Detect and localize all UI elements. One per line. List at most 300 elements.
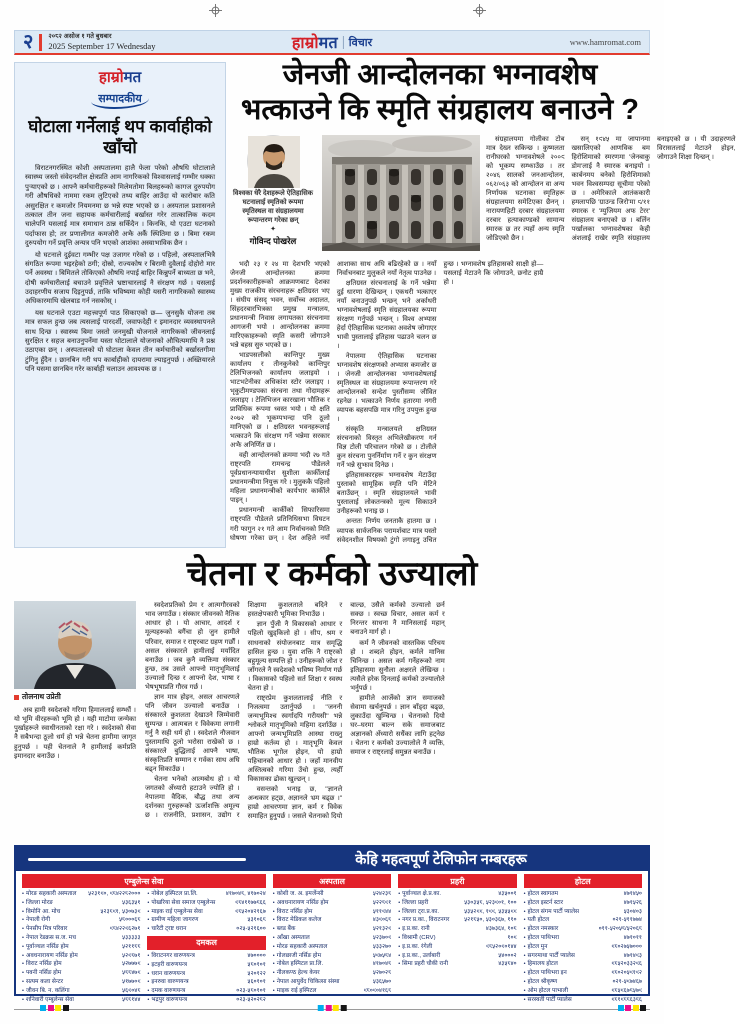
bullet-icon: • (22, 917, 24, 924)
editorial-logo-red: हाम्रो (98, 69, 124, 86)
directory-entry (524, 890, 642, 899)
directory-entry (524, 987, 642, 996)
directory-entry (22, 952, 140, 961)
photo-caption (14, 692, 136, 702)
directory-entry (147, 916, 265, 925)
entry-phone: ५८८१४४ (122, 996, 141, 1003)
bullet-icon: • (523, 970, 526, 977)
bullet-icon: • (523, 996, 526, 1003)
entry-name: नेपाल आयुर्वेद चिकित्सा संस्था (276, 978, 340, 985)
entry-phone: ९८४११७७८६६ (235, 899, 266, 906)
entry-name: दमक वारुणयन्त्र (151, 988, 186, 995)
entry-name: धरान वारुणयन्त्र (151, 970, 185, 977)
lead-headline-line1: जेनजी आन्दोलनका भग्नावशेष (282, 59, 598, 91)
entry-phone: ५२३८९१, ५३०७३९ (100, 908, 141, 915)
ambulance-list-col2 (147, 890, 265, 1002)
body-paragraph: सन् १९४५ मा जापानमा खसालिएको आणविक बम हिरोशिमाको स्मरणमा 'जेनबाकु डोम'लाई नै स्मारक बनाइयो । कार्बनमय बनेको हिरोशिमाको भवन विश्वसम्पदा सूचीमा परेको छ । अमेरिकाले आतंककारी हमलापछि 'ग्राउन्ड जिरो'मा ९/११ स्मारक र 'म्युजियम अफ टेरर' संग्रहालय बनाएको छ । बर्लिन पर्खालका भग्नावशेषका केही अंशलाई राखेर स्मृति संग्रहालय बनाइएको छ । यी उदाहरणले विरासतलाई मेटाउने होइन, जोगाउने शिक्षा दिन्छन् । (571, 135, 736, 242)
directory-entry (398, 952, 516, 961)
entry-name: होटल नमस्कार (527, 926, 559, 933)
entry-phone: ५३०४०३ (623, 908, 642, 915)
directory-entry (524, 996, 642, 1005)
entry-name: सरस्वती पार्टी प्यालेस (527, 996, 572, 1003)
directory-entry (22, 996, 140, 1005)
entry-name: नेपाल रेडक्रस स.ज. मच (25, 934, 76, 941)
entry-phone: ४१७०४८ (372, 961, 392, 968)
cmyk-bar-icon (618, 1005, 647, 1011)
bullet-icon: • (523, 987, 526, 994)
entry-phone: ५२९८७१ (122, 952, 141, 959)
entry-phone: ९८०९०४१६८ (363, 987, 392, 994)
header-red-divider (39, 34, 42, 51)
entry-name: होटल श्रीकृष्ण (527, 978, 558, 985)
entry-phone: ५२३७०९ (372, 934, 392, 941)
hotel-list (524, 890, 642, 1002)
entry-name: पेनसीप मित्र परिवार (25, 926, 68, 933)
second-article-columns (145, 601, 650, 823)
bullet-icon: • (22, 970, 24, 977)
bullet-icon: • (147, 970, 150, 977)
police-list (398, 890, 516, 1002)
entry-phone: ५११९४४ (372, 908, 392, 915)
directory-entry (273, 960, 391, 969)
bullet-icon: • (398, 891, 401, 897)
masthead-brand-red: हाम्रो (291, 35, 319, 52)
body-paragraph: ज्ञान पुँजी नै विकासको आधार र पहिलो खुड्किलो हो । सीप, श्रम र साधनाको संयोजनबाट मात्र समृद्धि हासिल हुन्छ । युवा शक्ति नै राष्ट्रको बहुमूल्य सम्पत्ति हो । उनीहरूको जोश र जाँगरले नै स्वदेशको भविष्य निर्माण गर्छ । विकासको पहिलो सर्त शिक्षा र स्वस्थ चेतना हो । (247, 621, 343, 692)
bullet-icon: • (523, 891, 526, 897)
directory-entry (273, 908, 391, 917)
bullet-icon: • (22, 961, 24, 968)
entry-phone: ५२७७७९ (122, 961, 141, 968)
directory-entry (524, 899, 642, 908)
directory-entry (147, 996, 265, 1005)
body-paragraph: नेपालमा ऐतिहासिक घटनाका भग्नावशेष संरक्षणको अभ्यास कमजोर छ । जेनजी आन्दोलनका भग्नावशेषलाई स्मृतिस्थल वा संग्रहालयमा रूपान्तरण गरे आन्दोलनको सन्देश पुस्तौंसम्म जीवित रहनेछ । भत्काउने निर्णय हतारमा नगरी व्यापक बहसपछि मात्र गरिनु उपयुक्त हुन्छ । (336, 352, 437, 424)
entry-phone: ४७०००० (247, 952, 266, 959)
body-paragraph: यो घटनाले दुईवटा गम्भीर पक्ष उजागर गरेको छ । पहिलो, अस्पतालभित्रै संगठित रूपमा भइरहेको ठगी; दोस्रो, राज्यकोष र बिरामी दुवैलाई दोहोरो मार पर्ने अवस्था । बिमितले तोकिएको औषधि नपाई बाहिर किन्नुपर्ने बाध्यता छ भने, दोषी कर्मचारीलाई बचाउने प्रवृत्तिले भ्रष्टाचारलाई नै संरक्षण गर्छ । यसलाई उदाहरणीय सजाय दिइनुपर्छ, ताकि भविष्यमा कोही यसरी नागरिकको स्वास्थ्य अधिकारमाथि खेलबाड गर्न नसकोस् । (25, 251, 215, 306)
banner-rule (28, 858, 246, 861)
directory-entry (524, 960, 642, 969)
body-paragraph: हामीले आर्जेको ज्ञान समाजको सेवामा खर्चनुपर्छ । ज्ञान बाँड्दा बढ्छ, लुकाउँदा खुम्चिन्छ । चेतनाको दियो घर–घरमा बाल्न सके समाजबाट अज्ञानको अँध्यारो सधैंका लागि हट्नेछ । चेतना र कर्मको उज्यालोले नै व्यक्ति, समाज र राष्ट्रलाई समुन्नत बनाउँछ । (350, 694, 445, 756)
directory-entry (22, 890, 140, 899)
entry-name: नोबेल हस्पिटल प्रा.लि. (151, 891, 198, 897)
entry-name: विराट नर्सिङ होम (276, 908, 313, 915)
bullet-icon: • (272, 943, 275, 950)
lead-headline (230, 58, 650, 128)
directory-entry (147, 952, 265, 961)
directory-entry (22, 969, 140, 978)
page-header (14, 30, 650, 55)
body-paragraph: वसन्तको भनाइ छ, "ज्ञानले अन्धकार हट्छ, अज्ञानले भ्रम बढ्छ ।" हाम्रो आचरणमा ज्ञान, कर्म र विवेक समाहित हुनुपर्छ । जसले चेतनाको दियो बाल्छ, उसैले कर्मको उज्यालो छर्न सक्छ । स्वच्छ विचार, असल कर्म र निरन्तर साधना नै मानिसलाई महान् बनाउने मार्ग हो । (247, 602, 445, 821)
bullet-icon: • (147, 961, 150, 968)
directory-entry (22, 934, 140, 943)
building-photo-image (322, 135, 480, 251)
entry-phone: ९८५२०३३२९६ (611, 961, 642, 968)
entry-name: ओम होटल पाभाली (527, 987, 569, 994)
bullet-icon: • (272, 970, 275, 977)
directory-entry (22, 908, 140, 917)
directory-entry (22, 978, 140, 987)
body-paragraph: भदौ २३ र २४ मा देशभरि भएको जेनजी आन्दोलनका क्रममा प्रदर्शनकारीहरूको आक्रमणबाट देशका मुख्य राजकीय संरचनाहरू क्षतिग्रस्त भए । संघीय संसद् भवन, सर्वोच्च अदालत, सिंहदरबारभित्रका प्रमुख मन्त्रालय, प्रधानमन्त्री निवास लगायतका संरचनामा आगजनी भयो । आन्दोलनका क्रममा मारिएकाहरूको स्मृति कसरी जोगाउने भन्ने बहस सुरु भएको छ । (230, 260, 330, 349)
entry-name: जिल्ला मोरङ (25, 899, 53, 906)
entry-name: पवनी नर्सिङ होम (25, 970, 62, 977)
entry-name: विराटनगर वारुणयन्त्र (151, 952, 195, 959)
directory-entry (273, 890, 391, 899)
directory-entry (22, 916, 140, 925)
page-number: २ (23, 31, 34, 53)
entry-name: हिमालय होटल (527, 961, 558, 968)
entry-name: होटल स्वागतम (527, 891, 559, 897)
cmyk-bar-icon (40, 1005, 69, 1011)
entry-name: आँखा अस्पताल (276, 934, 310, 941)
entry-name: नगर प्र.का., विराटनगर (402, 917, 450, 924)
entry-phone: ५३३३३३ (122, 934, 141, 941)
hospital-list (273, 890, 391, 1002)
entry-phone: ९८१९८८६३८६ (611, 996, 642, 1003)
entry-phone: ५८८४७९ (122, 970, 141, 977)
entry-name: विश्रामी (CRV) (402, 934, 436, 941)
directory-entry (22, 943, 140, 952)
directory-entry (273, 916, 391, 925)
caption-square-icon (14, 695, 19, 700)
bullet-icon: • (272, 978, 275, 985)
directory-entry (398, 908, 516, 917)
entry-name: जीवन बि. न. कलिंगा (25, 987, 70, 994)
columnist-portrait-image (14, 601, 136, 689)
cmyk-bar-icon (318, 1005, 347, 1011)
bullet-icon: • (398, 917, 401, 924)
directory-entry (273, 943, 391, 952)
bullet-icon: • (523, 961, 526, 968)
author-name: गोविन्द पोखरेल (249, 235, 297, 246)
bullet-icon: • (22, 908, 24, 915)
entry-name: नेपाली रोगी (25, 917, 51, 924)
entry-name: पूर्वाञ्चल क्षे.प्र.का. (402, 891, 442, 897)
entry-name: माइक राई हस्पिटल (276, 987, 317, 994)
entry-phone: ५२१८५०, ५३०३६७, ११० (464, 917, 517, 924)
directory-entry (273, 899, 391, 908)
entry-phone: ०२५-५२१६०० (236, 926, 266, 933)
bullet-icon: • (398, 926, 401, 933)
lead-article (230, 58, 736, 554)
author-block (230, 135, 316, 253)
entry-phone: ९८०२०५९१९२ (611, 970, 642, 977)
directory-entry (398, 960, 516, 969)
directory-entry (273, 969, 391, 978)
directory-entry (147, 978, 265, 987)
bullet-icon: • (523, 943, 526, 950)
entry-phone: ४३५८४० (498, 961, 517, 968)
directory-entry (524, 943, 642, 952)
second-headline: चेतना र कर्मको उज्यालो (186, 555, 478, 593)
entry-name: शनिवारी एम्बुलेन्स सेवा (25, 996, 74, 1003)
body-paragraph: वही आन्दोलनको क्रममा भदौ २७ गते राष्ट्रपति रामचन्द्र पौडेलले पूर्वप्रधानन्यायाधीश सुशीला कार्कीलाई प्रधानमन्त्रीमा नियुक्त गरे । मुलुककै पहिलो महिला प्रधानमन्त्रीको कार्यभार कार्कीले पाइन् । (230, 452, 330, 505)
bullet-icon: • (22, 996, 24, 1003)
body-paragraph: इतिहासकारहरू भग्नावशेष मेटाउँदा पुस्ताको सामूहिक स्मृति पनि मेटिने बताउँछन् । स्मृति संग्रहालयले भावी पुस्तालाई लोकतन्त्रको मूल्य सिकाउने उनीहरूको भनाइ छ । (336, 472, 437, 516)
entry-phone: ०११-५२०५८/५२०६८ (598, 926, 642, 933)
entry-phone: ५२२८९१ (372, 899, 392, 906)
entry-name: माइक राई एम्बुलेन्स सेवा (151, 908, 203, 915)
entry-name: इ.प्र.का. रानी (402, 926, 430, 933)
entry-phone: ४३७३६४, १०८ (485, 926, 517, 933)
date-english: 2025 September 17 Wednesday (48, 40, 156, 51)
directory-entry (524, 916, 642, 925)
body-paragraph: क्षतिग्रस्त संरचनालाई के गर्ने भन्नेमा दुई धारणा देखिन्छन् । एकथरी भत्काएर नयाँ बनाउनुपर्छ भन्छन् भने अर्काथरी भग्नावशेषलाई स्मृति संग्रहालयका रूपमा संरक्षण गर्नुपर्छ भन्छन् । विश्व अभ्यास हेर्दा ऐतिहासिक घटनाका अवशेष जोगाएर भावी पुस्तालाई इतिहास पढाउने चलन छ । (336, 279, 437, 350)
body-paragraph: संग्रहालयमा गोलीका टोब मात्र देख्न सकिन्छ । कुष्मलता रानीघरको भग्नावशेषले २००९ को भूकम्प सम्झाउँछ । तर २०४६ सालको जनआन्दोलन, ०६२/०६३ को आन्दोलन वा अन्य निर्णायक घटनाका स्मृतिहरू संग्रहालयमा समेटिएका छैनन् । नारायणहिटी दरबार संग्रहालयमा दरबार हत्याकाण्डको सामान्य स्मारक छ तर त्यहाँ अन्य स्मृति जोडिएको छैन । (486, 135, 565, 242)
directory-entry (147, 908, 265, 917)
bullet-icon: • (523, 952, 526, 959)
directory-entry (398, 943, 516, 952)
editorial-logo (25, 70, 215, 87)
bullet-icon: • (398, 961, 401, 968)
bullet-icon: • (398, 934, 401, 941)
columnist-photo (14, 601, 136, 689)
entry-phone: १०९ (507, 934, 517, 941)
entry-phone: ५२११८८ (122, 943, 141, 950)
entry-phone: ५२१३२९ (372, 926, 392, 933)
masthead-divider (343, 36, 344, 49)
body-paragraph: स्वदेशप्रतिको प्रेम र आत्मगौरवको भाव जगाउँछ । संस्कार जीवनको नैतिक आधार हो । यो आचार, आदर्श र मूल्यहरूको बगैंचा हो जुन हामीले परिवार, समाज र राष्ट्रबाट ग्रहण गर्छौं । असल संस्कारले हामीलाई मर्यादित बनाउँछ । जब कुनै व्यक्तिमा संस्कार हुन्छ, तब उसले आफ्नो मातृभूमिलाई उज्यालो दिन्छ र आफ्नो देश, भाषा र भेषभूषाप्रति गौरव गर्छ । (145, 602, 240, 691)
entry-phone: ५८०१०१ (247, 961, 266, 968)
entry-name: भद्रपुर वारुणयन्त्र (151, 996, 188, 1003)
entry-phone: ४३९०६८ (372, 917, 392, 924)
section-header-ambulance: एम्बुलेन्स सेवा (22, 874, 266, 888)
entry-phone: ४७१४५० (623, 891, 642, 897)
bullet-icon: • (398, 943, 401, 950)
directory-entry (22, 899, 140, 908)
entry-phone: ०२३-५८०१०१ (236, 988, 266, 995)
entry-phone: ९८५२०९०१४४ (485, 943, 517, 950)
bullet-icon: • (523, 899, 526, 906)
star-icon: ✦ (270, 226, 276, 234)
entry-name: अवधनारायण नर्सिङ होम (25, 952, 78, 959)
entry-name: होटल मुन (527, 943, 548, 950)
entry-phone: ५६९०४८ (122, 987, 141, 994)
entry-name: सिमा प्रहरी चौकी रानी (402, 961, 449, 968)
entry-phone: ५६०१०१ (247, 979, 266, 986)
bullet-icon: • (22, 978, 24, 985)
directory-entry (524, 978, 642, 987)
entry-name: सगरमाथा पार्टी प्यालेस (527, 952, 575, 959)
second-article-side-text (14, 706, 136, 824)
entry-name: इ.प्र.का. रंगेली (402, 943, 433, 950)
directory-entry (524, 934, 642, 943)
directory-entry (147, 961, 265, 970)
directory-banner (16, 847, 648, 871)
body-paragraph: चेतना भनेको आत्मबोध हो । यो जगतको अँध्यारो हटाउने ज्योति हो । नेपालमा वैदिक, बौद्ध तथा अन्य दर्शनका गुरुहरूको ऊर्जाशक्ति अमूल्य छ । राजनीति, प्रशासन, उद्योग र शिक्षामा कुशलताले बदिने र हस्तक्षेपकारी भूमिका निभाउँछ । (145, 602, 343, 820)
lead-headline-line2: भत्काउने कि स्मृति संग्रहालय बनाउने ? (241, 93, 639, 126)
entry-phone: ५४०००२ (498, 952, 517, 959)
bullet-icon: • (147, 926, 150, 933)
entry-phone: ९८५२०४२१६७ (235, 908, 266, 915)
directory-entry (524, 908, 642, 917)
masthead (292, 31, 372, 53)
directory-entry (273, 925, 391, 934)
bullet-icon: • (22, 943, 24, 950)
bullet-icon: • (272, 952, 275, 959)
directory-entry (22, 960, 140, 969)
entry-name: गोलछाजी नर्सिङ होम (276, 952, 322, 959)
directory-entry (524, 969, 642, 978)
bullet-icon: • (147, 988, 150, 995)
bullet-icon: • (272, 917, 275, 924)
entry-phone: ९८०२७५७००० (611, 943, 642, 950)
entry-name: पूर्वाञ्चल नर्सिङ होम (25, 943, 69, 950)
editorial-body (25, 164, 215, 375)
directory-entry (147, 987, 265, 996)
date-nepali: २०८२ असोज १ गते बुधबार (48, 32, 112, 40)
body-paragraph: अब हामी स्वदेशको गरिमा हिमाललाई सम्झौं । यो भूमि वीरहरूको भूमि हो । यही माटोमा जन्मेका पुर्खाहरूले स्वाधीनताको रक्षा गरे । स्वदेशको सेवा नै सबैभन्दा ठूलो धर्म हो भन्ने चेतना हामीमा जागृत हुनुपर्छ । यही चेतनाले नै हामीलाई कर्मप्रति इमानदार बनाउँछ । (14, 707, 136, 760)
directory-entry (398, 934, 516, 943)
entry-phone: ५२३१९०, ९८४२२८२००० (88, 891, 141, 897)
lead-intro-columns (486, 135, 736, 251)
body-paragraph: संस्कृति मन्त्रालयले क्षतिग्रस्त संरचनाको विस्तृत अभिलेखीकरण गर्न विज्ञ टोली परिचालन गरेको छ । टोलीले कुन संरचना पुनर्निर्माण गर्ने र कुन संरक्षण गर्ने भन्ने सुझाव दिनेछ । (336, 426, 437, 470)
entry-phone: ५१७७०९ (122, 978, 141, 985)
entry-phone: ५३५२९९, १९९, ५३५५९९ (464, 908, 517, 915)
bullet-icon: • (398, 908, 401, 915)
bullet-icon: • (147, 952, 150, 959)
lead-body-columns (230, 260, 650, 548)
bullet-icon: • (147, 917, 150, 924)
entry-name: ग्रामीण महिला जागरण (151, 917, 199, 924)
entry-name: होटल इस्टर्न स्टार (527, 899, 564, 906)
entry-name: कोशी ज. अ. इमर्जेन्सी (276, 891, 324, 897)
entry-phone: ५३६३५१ (122, 899, 141, 906)
directory-entry (273, 934, 391, 943)
entry-name: जिल्ला प्रहरी (402, 899, 429, 906)
entry-phone: ५३०३५८, ५२३९०१, १०० (464, 899, 517, 906)
entry-phone: ५३६५७० (372, 978, 392, 985)
print-color-bars (14, 1005, 650, 1013)
entry-phone: ५२०१२२ (247, 970, 266, 977)
author-portrait-image (248, 136, 300, 188)
masthead-brand-blue: मत (318, 35, 338, 52)
entry-name: विमोनि आ. मोच (25, 908, 61, 915)
second-article (14, 556, 650, 836)
entry-name: इनरुवा वारुणयन्त्र (151, 979, 189, 986)
directory-entry (398, 899, 516, 908)
website-link[interactable]: www.hamromat.com (569, 37, 641, 47)
phone-directory (14, 845, 650, 1003)
entry-phone: ०२१-५११७७४ (612, 917, 642, 924)
editorial-box (14, 62, 226, 548)
pull-quote: विश्वका धेरै देशहरूले ऐतिहासिक घटनालाई स्मृतिको रूपमा स्मृतिस्थल वा संग्रहालयमा रूपान्तरण गरेका छन् (233, 189, 313, 224)
entry-phone: ४१७०४८, ४१७०२४ (225, 891, 266, 897)
body-paragraph: विराटनगरस्थित कोशी अस्पतालमा हालै फेला परेको औषधि घोटालाले स्वास्थ्य जस्तो संवेदनशील क्षेत्रप्रति आम नागरिकको विश्वासलाई गम्भीर धक्का पुऱ्याएको छ । आफ्नै कर्मचारीहरूको मिलेमतोमा बिलहरूको कागज दुरुपयोग गरी औषधिको नाममा रकम लुटिएको तथ्य बाहिर आउँदा यो कारोबार कति असुरक्षित र कमजोर नियमनमा छ भन्ने स्पष्ट भएको छ । अस्पताल प्रशासनले तत्काल तीन जना सहायक कर्मचारीलाई बर्खास्त गरेर तात्कालिक कदम चालेपनि यसलाई मात्र समाधान ठान्न सकिँदैन । किनकि, यो एउटा घटनाको पर्दाफास हो; तर प्रणालीगत कमजोरी अझै अर्कै स्थितिमा छ । बिमा रकम दुरुपयोग गर्ने प्रवृत्ति अन्यत्र पनि भएको आशंका अस्वाभाविक छैन । (25, 165, 215, 248)
author-avatar (247, 135, 299, 187)
entry-name: जिल्ला ट्रा.प्र.का. (402, 908, 440, 915)
bullet-icon: • (272, 899, 275, 906)
editorial-headline: घोटाला गर्नेलाई थप कार्वाहीको खाँचो (28, 116, 212, 157)
directory-entry (524, 952, 642, 961)
directory-entry (147, 925, 265, 934)
bullet-icon: • (22, 987, 24, 994)
section-label: विचार (348, 36, 373, 49)
directory-entry (22, 925, 140, 934)
bullet-icon: • (22, 926, 24, 933)
registration-mark-icon (209, 4, 222, 17)
entry-name: विराट मेडिकल कलेज (276, 917, 322, 924)
entry-phone: ९८४२२९६२७१ (109, 926, 141, 933)
bullet-icon: • (147, 996, 150, 1003)
body-paragraph: ज्ञान मात्र होइन, असल आचरणले पनि जीवन उज्यालो बनाउँछ । संस्कारले कुशलता देखाउने जिम्मेवारी सुम्पन्छ । आत्मबल र विवेकमा लगानी गर्नु नै सही धर्म हो । स्वदेशले नौजवान पुस्तामाथि ठूलो भरोसा राखेको छ । संस्कारले बुद्धिलाई आफ्नै भाषा, संस्कृतिप्रति सम्मान र गर्वका साथ अघि बढ्न सिकाउँछ । (145, 693, 240, 773)
bullet-icon: • (272, 908, 275, 915)
entry-name: सत्यम कला सेन्टर (25, 978, 64, 985)
entry-name: मोरङ सहकारी अस्पताल (25, 891, 77, 897)
body-paragraph: भाडपसलीको कान्तिपुर मुख्य कार्यालय र तीनकुनेको कान्तिपुर टेलिभिजनको कार्यालय जलाइयो । भाटभटेनीका अधिकांश स्टोर जलाइए । भृकुटीमण्डपका संरचना तथा गोदामहरू जलाइए । टेलिभिजन कारखाना भौतिक र प्राविधिक रूपमा ध्वस्त भयो । यो क्षति २०७२ को भूकम्पभन्दा पनि ठूलो मानिएको छ । क्षतिग्रस्त भवनहरूलाई भत्काउने कि संरक्षण गर्ने भन्नेमा सरकार अझै अनिर्णित छ । (230, 351, 330, 450)
entry-phone: ५२७०२८ (372, 970, 392, 977)
entry-name: होटल पाथिभरा इन (527, 970, 567, 977)
entry-name: पोखरिया सेवा समाज एम्बुलेन्स (151, 899, 216, 906)
bullet-icon: • (147, 908, 150, 915)
entry-phone: ४७१५२६ (623, 899, 642, 906)
bullet-icon: • (147, 979, 150, 986)
entry-phone: ९८५९६७८५७९ (611, 987, 642, 994)
bullet-icon: • (22, 934, 24, 941)
bullet-icon: • (272, 934, 275, 941)
columnist-name: तोलनाथ उप्रेती (22, 692, 61, 702)
entry-phone: ५९७५८४ (372, 952, 392, 959)
directory-entry (147, 890, 265, 899)
directory-entry (398, 925, 516, 934)
entry-name: विराट नर्सिङ होम (25, 961, 62, 968)
entry-name: ब्लड बैंक (276, 926, 296, 933)
entry-phone: ४७१४९३ (623, 952, 642, 959)
directory-entry (273, 952, 391, 961)
bullet-icon: • (523, 926, 526, 933)
bullet-icon: • (398, 899, 401, 906)
ambulance-list-col1 (22, 890, 140, 1002)
directory-entry (147, 970, 265, 979)
header-date-block (23, 32, 155, 52)
bullet-icon: • (147, 891, 150, 897)
registration-mark-icon (473, 4, 486, 17)
entry-name: अवधनारायण नर्सिङ होम (276, 899, 329, 906)
entry-name: इ.प्र.का., उर्लाबारी (402, 952, 441, 959)
directory-entry (398, 916, 516, 925)
bullet-icon: • (523, 908, 526, 915)
section-header-police: प्रहरी (398, 874, 516, 888)
entry-phone: ०२१-५९७४६७ (612, 978, 642, 985)
entry-name: होटल पाथिभरा (527, 934, 560, 941)
entry-name: मोरङ सहकारी अस्पताल (276, 943, 328, 950)
bullet-icon: • (272, 926, 275, 933)
editorial-label: सम्पादकीय (91, 91, 149, 109)
body-paragraph: अन्ततः निर्णय जनताकै हातमा छ । व्यापक सार्वजनिक परामर्शबाट मात्र यस्तो संवेदनशील विषयको टुंगो लगाइनु उचित हुन्छ । भग्नावशेष इतिहासको साक्षी हो— यसलाई मेटाउने कि जोगाउने, छनोट हाम्रै हो । (336, 260, 544, 544)
entry-phone: ५३१०६८ (247, 917, 266, 924)
bullet-icon: • (147, 899, 150, 906)
entry-phone: ५८०००६८ (118, 917, 141, 924)
bullet-icon: • (523, 934, 526, 941)
directory-entry (273, 978, 391, 987)
entry-name: यती होटल (527, 917, 550, 924)
section-header-hotel: होटल (524, 874, 642, 888)
directory-entry (398, 890, 516, 899)
entry-phone: ५३३२७० (372, 943, 392, 950)
editorial-logo-blue: मत (123, 69, 142, 86)
body-paragraph: कर्म नै जीवनको वास्तविक परिचय हो । शब्दले होइन, कर्मले मानिस चिनिन्छ । असल कर्म गर्नेहरूको नाम इतिहासमा सुनौला अक्षरले लेखिन्छ । त्यसैले हरेक दिनलाई कर्मको उज्यालोले भर्नुपर्छ । (350, 639, 445, 692)
body-paragraph: राष्ट्रप्रेम कुशलतालाई नीति र निजत्वमा उतार्नुपर्छ । "जननी जन्मभूमिश्च स्वर्गादपि गरीयसी" भन्ने श्लोकले मातृभूमिको महिमा दर्शाउँछ । आफ्नो जन्मभूमिप्रति आस्था राख्नु हाम्रो कर्तव्य हो । मातृभूमि केवल भौतिक भूगोल होइन, यो हाम्रो पहिचानको आधार हो । जहाँ मानवीय अस्तित्वको गरिमा उँचो हुन्छ, त्यहीँ विकासका ढोका खुल्छन् । (247, 694, 343, 783)
body-paragraph: यस घटनाले एउटा महत्त्वपूर्ण पाठ सिकाएको छ— जुनसुकै योजना तब मात्र सफल हुन्छ जब त्यसलाई पारदर्शी, जवाफदेही र इमानदार व्यवस्थापनले साथ दिन्छ । स्वास्थ्य बिमा जस्तो जनमुखी योजनाले नागरिकको जीवनलाई सुरक्षित र सहज बनाउनुपर्नेमा यस्ता घोटालाले योजनाको औचित्यमाथि नै प्रश्न उठाएका छन् । अस्पतालको यो घोटाला केवल तीन कर्मचारीको बर्खास्तगीमा टुंगिनु हुँदैन । छानबिन गरी थप कार्बाहीको दायरामा ल्याइनुपर्छ । अख्तियारले पनि यसमा छानबिन गरेर कार्बाही चलाउन आवश्यक छ । (25, 309, 215, 374)
entry-name: इटहरी वारुणयन्त्र (151, 961, 188, 968)
burnt-building-photo (322, 135, 480, 251)
section-header-hospital: अस्पताल (273, 874, 391, 888)
bullet-icon: • (523, 978, 526, 985)
bullet-icon: • (272, 987, 275, 994)
directory-entry (524, 925, 642, 934)
bullet-icon: • (272, 961, 275, 968)
bullet-icon: • (398, 952, 401, 959)
entry-phone: ०२३-५२०२८२ (236, 996, 266, 1003)
directory-title: केहि महत्वपूर्ण टेलिफोन नम्बरहरू (355, 852, 527, 868)
